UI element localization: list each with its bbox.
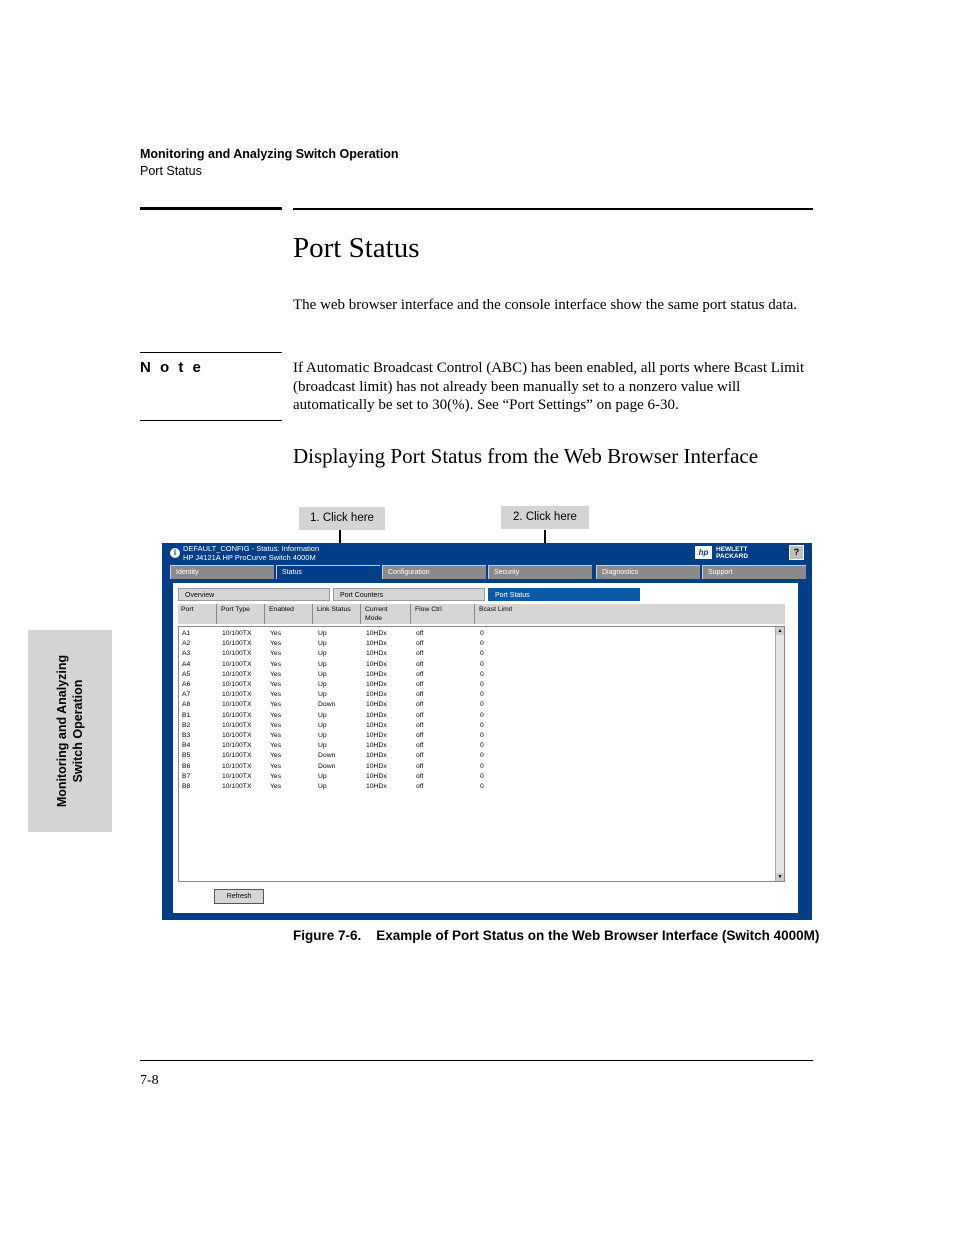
table-cell: B5 (182, 752, 191, 760)
table-cell: Up (318, 772, 327, 780)
hp-logo-text (716, 546, 748, 560)
info-icon: i (170, 548, 180, 558)
hp-logo-line1: HEWLETT (716, 546, 748, 553)
table-cell: 10HDx (366, 721, 387, 729)
callout-2: 2. Click here (501, 506, 589, 529)
table-cell: 10HDx (366, 772, 387, 780)
table-row (179, 782, 779, 792)
col-divider (264, 604, 265, 624)
col-divider (216, 604, 217, 624)
col-port: Port (181, 606, 194, 613)
figure-caption: Figure 7-6. Example of Port Status on the Web Browser Interface (Switch 4000M) (293, 928, 820, 943)
callout-1: 1. Click here (299, 507, 385, 530)
section-subtitle: Displaying Port Status from the Web Browser Interface (293, 444, 759, 468)
table-cell: 0 (480, 670, 484, 678)
table-cell: A2 (182, 640, 191, 648)
col-divider (410, 604, 411, 624)
table-cell: Yes (270, 732, 282, 739)
table-row (179, 731, 779, 741)
running-header-chapter: Monitoring and Analyzing Switch Operation (140, 147, 399, 161)
table-cell: 10/100TX (222, 783, 252, 790)
table-cell: 10HDx (366, 660, 387, 668)
side-tab-line2: Switch Operation (71, 679, 85, 783)
chapter-side-tab (28, 630, 112, 832)
tab-diagnostics[interactable]: Diagnostics (596, 565, 700, 579)
table-cell: 0 (480, 650, 484, 658)
note-label: N o t e (140, 359, 204, 376)
table-cell: Yes (270, 701, 282, 709)
col-divider (312, 604, 313, 624)
col-divider (360, 604, 361, 624)
table-cell: 10HDx (366, 681, 387, 688)
screenshot-title-bar (162, 543, 812, 565)
table-cell: B7 (182, 772, 191, 780)
note-rule-bottom (140, 420, 282, 421)
table-cell: A5 (182, 670, 191, 678)
screenshot-title-line2: HP J4121A HP ProCurve Switch 4000M (183, 552, 316, 562)
table-cell: 0 (480, 721, 484, 729)
table-cell: 10HDx (366, 711, 387, 719)
scroll-up-icon[interactable]: ▲ (777, 628, 783, 634)
table-cell: Down (318, 762, 336, 770)
table-cell: 10HDx (366, 670, 387, 678)
table-cell: 10/100TX (222, 772, 252, 780)
table-cell: Yes (270, 630, 282, 637)
table-row (179, 649, 779, 659)
tab-status[interactable]: Status (276, 565, 380, 579)
tab-security[interactable]: Security (488, 565, 592, 579)
col-current-mode: Current Mode (365, 606, 388, 622)
note-text: If Automatic Broadcast Control (ABC) has been enabled, all ports where Bcast Limit (broadcast limit) has not already been manually set to a nonzero value will automatically be set to 30(%). See “Port Settings” on page 6-30. (293, 360, 805, 413)
side-tab-line1: Monitoring and Analyzing (55, 654, 69, 808)
table-cell: off (416, 772, 424, 780)
table-row (179, 680, 779, 690)
table-cell: A8 (182, 701, 191, 709)
hp-logo (695, 546, 759, 560)
table-cell: 0 (480, 783, 484, 790)
table-row (179, 639, 779, 649)
table-row (179, 721, 779, 731)
table-cell: Up (318, 732, 327, 739)
subtab-port-counters[interactable]: Port Counters (333, 588, 485, 601)
hp-logo-mark: hp (695, 546, 712, 559)
tab-identity[interactable]: Identity (170, 565, 274, 579)
table-row (179, 751, 779, 761)
table-cell: 0 (480, 752, 484, 760)
table-cell: off (416, 711, 424, 719)
subtab-port-status[interactable]: Port Status (488, 588, 640, 601)
table-row (179, 762, 779, 772)
col-divider (474, 604, 475, 624)
table-row (179, 741, 779, 751)
table-cell: 0 (480, 701, 484, 709)
tab-support[interactable]: Support (702, 565, 806, 579)
table-cell: 0 (480, 640, 484, 648)
table-cell: 0 (480, 660, 484, 668)
table-cell: 10HDx (366, 691, 387, 699)
header-rule-right (293, 208, 813, 210)
table-cell: A6 (182, 681, 191, 688)
table-cell: off (416, 660, 424, 668)
table-cell: 10HDx (366, 742, 387, 750)
table-cell: B1 (182, 711, 191, 719)
status-subtabs (178, 588, 793, 601)
table-cell: off (416, 701, 424, 709)
col-flow-ctrl: Flow Ctrl (415, 606, 442, 613)
running-header-section: Port Status (140, 164, 202, 178)
main-tabs (170, 565, 806, 580)
table-cell: Up (318, 681, 327, 688)
table-cell: Yes (270, 783, 282, 790)
table-cell: 10/100TX (222, 681, 252, 688)
table-cell: B3 (182, 732, 191, 739)
page-number: 7-8 (140, 1073, 159, 1088)
table-cell: A7 (182, 691, 191, 699)
table-cell: Up (318, 691, 327, 699)
table-cell: B8 (182, 783, 191, 790)
table-cell: 0 (480, 630, 484, 637)
table-cell: 0 (480, 772, 484, 780)
table-cell: A1 (182, 630, 191, 637)
table-cell: 10/100TX (222, 742, 252, 750)
table-cell: Up (318, 742, 327, 750)
col-bcast-limit: Bcast Limit (479, 606, 513, 613)
port-table-header (178, 604, 785, 624)
table-cell: 10/100TX (222, 650, 252, 658)
table-cell: 0 (480, 711, 484, 719)
table-cell: off (416, 630, 424, 637)
table-row (179, 629, 779, 639)
col-link-status: Link Status (317, 606, 351, 613)
table-scrollbar[interactable] (775, 627, 784, 881)
table-cell: 10/100TX (222, 640, 252, 648)
table-cell: B6 (182, 762, 191, 770)
table-cell: off (416, 691, 424, 699)
table-cell: Yes (270, 752, 282, 760)
table-cell: Up (318, 783, 327, 790)
table-cell: 10/100TX (222, 701, 252, 709)
table-cell: off (416, 732, 424, 739)
table-cell: 10/100TX (222, 732, 252, 739)
note-rule-top (140, 352, 282, 353)
table-cell: off (416, 640, 424, 648)
table-cell: 10/100TX (222, 721, 252, 729)
status-panel (173, 583, 798, 913)
table-cell: B2 (182, 721, 191, 729)
table-cell: 10/100TX (222, 711, 252, 719)
table-cell: Yes (270, 650, 282, 658)
table-cell: off (416, 752, 424, 760)
table-cell: 0 (480, 691, 484, 699)
table-cell: Yes (270, 640, 282, 648)
table-cell: Yes (270, 772, 282, 780)
scroll-down-icon[interactable]: ▼ (777, 874, 783, 880)
table-cell: 10HDx (366, 752, 387, 760)
table-cell: 0 (480, 742, 484, 750)
table-row (179, 670, 779, 680)
table-cell: Up (318, 660, 327, 668)
table-cell: B4 (182, 742, 191, 750)
table-cell: 10/100TX (222, 660, 252, 668)
subtab-overview[interactable]: Overview (178, 588, 330, 601)
intro-paragraph: The web browser interface and the console interface show the same port status data. (293, 297, 797, 313)
table-cell: 10HDx (366, 762, 387, 770)
table-cell: 10HDx (366, 650, 387, 658)
table-cell: 10/100TX (222, 630, 252, 637)
refresh-button[interactable]: Refresh (214, 889, 264, 904)
table-cell: 10HDx (366, 640, 387, 648)
screenshot-title-line1: DEFAULT_CONFIG - Status: Information (183, 544, 320, 553)
col-port-type: Port Type (221, 606, 250, 613)
table-cell: Down (318, 701, 336, 709)
table-cell: 0 (480, 732, 484, 739)
table-row (179, 711, 779, 721)
table-cell: off (416, 762, 424, 770)
help-button[interactable]: ? (789, 545, 804, 560)
table-cell: Up (318, 630, 327, 637)
table-cell: off (416, 670, 424, 678)
table-cell: Yes (270, 762, 282, 770)
table-row (179, 772, 779, 782)
table-cell: Yes (270, 670, 282, 678)
table-cell: 0 (480, 681, 484, 688)
web-ui-screenshot (162, 543, 812, 920)
table-cell: off (416, 721, 424, 729)
table-cell: A3 (182, 650, 191, 658)
table-cell: 10/100TX (222, 752, 252, 760)
table-cell: 10HDx (366, 630, 387, 637)
hp-logo-line2: PACKARD (716, 553, 749, 560)
table-cell: Up (318, 721, 327, 729)
port-table-body (178, 626, 785, 882)
screenshot-window-title (183, 545, 319, 562)
table-cell: Down (318, 752, 336, 760)
table-cell: 10/100TX (222, 670, 252, 678)
table-cell: Yes (270, 711, 282, 719)
table-cell: 10/100TX (222, 762, 252, 770)
table-cell: Yes (270, 721, 282, 729)
col-enabled: Enabled (269, 606, 294, 613)
table-cell: Up (318, 711, 327, 719)
table-cell: A4 (182, 660, 191, 668)
table-cell: Yes (270, 742, 282, 750)
table-cell: off (416, 783, 424, 790)
table-cell: Up (318, 640, 327, 648)
table-row (179, 660, 779, 670)
table-cell: off (416, 650, 424, 658)
table-row (179, 690, 779, 700)
page-title: Port Status (293, 232, 420, 264)
footer-rule (140, 1060, 813, 1061)
table-cell: Up (318, 650, 327, 658)
table-cell: off (416, 742, 424, 750)
tab-configuration[interactable]: Configuration (382, 565, 486, 579)
table-cell: 10HDx (366, 783, 387, 790)
table-cell: Yes (270, 681, 282, 688)
table-cell: Yes (270, 660, 282, 668)
table-cell: off (416, 681, 424, 688)
header-rule-left (140, 207, 282, 210)
table-cell: 10HDx (366, 732, 387, 739)
table-cell: Yes (270, 691, 282, 699)
table-cell: 10/100TX (222, 691, 252, 699)
table-row (179, 700, 779, 710)
table-cell: 10HDx (366, 701, 387, 709)
table-cell: 0 (480, 762, 484, 770)
table-cell: Up (318, 670, 327, 678)
